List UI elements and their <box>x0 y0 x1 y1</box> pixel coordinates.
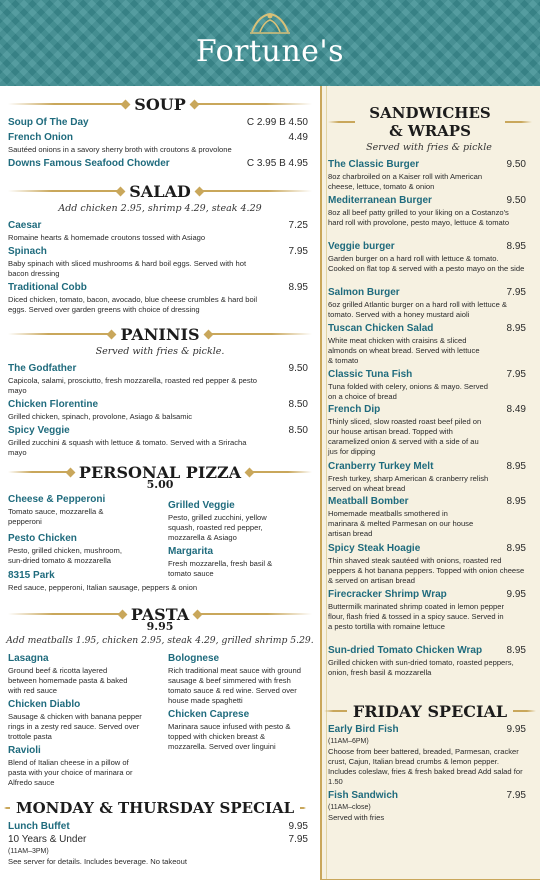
item-description: Thinly sliced, slow roasted roast beef piled on our house artisan bread. Topped with caramelized onion & served with a side of au jus for dipping <box>328 417 482 456</box>
item-name: Soup Of The Day <box>8 117 89 128</box>
crown-ornament-icon <box>248 10 292 36</box>
menu-item <box>8 246 308 279</box>
pasta-subtitle: Add meatballs 1.95, chicken 2.95, steak 4.29, grilled shrimp 5.29. <box>6 635 314 646</box>
salad-title: SALAD <box>129 181 191 201</box>
item-price: 9.95 <box>506 724 526 735</box>
item-name: Fish Sandwich <box>328 790 399 801</box>
soup-title: SOUP <box>134 94 186 114</box>
item-price: 8.50 <box>288 425 308 436</box>
item-name: Firecracker Shrimp Wrap <box>328 589 447 600</box>
item-name: Pesto Chicken <box>8 533 77 544</box>
menu-item <box>8 745 158 788</box>
item-description: Romaine hearts & homemade croutons tossed with Asiago <box>8 233 206 242</box>
soup-header <box>8 96 312 112</box>
item-name: Lunch Buffet <box>8 821 70 832</box>
item-description: Baby spinach with sliced mushrooms & hard boil eggs. Served with hot bacon dressing <box>8 259 247 278</box>
item-price: 9.50 <box>506 195 526 206</box>
menu-item <box>328 724 526 787</box>
item-hours: (11AM–6PM) <box>328 738 369 745</box>
item-description: Tomato sauce, mozzarella & pepperoni <box>8 507 104 526</box>
menu-item <box>8 132 308 155</box>
item-description: Buttermilk marinated shrimp coated in lemon pepper flour, flash fried & tossed in a spicy sauce. Served in a pesto tortilla with romaine lettuce <box>328 602 505 631</box>
item-description: Tuna folded with celery, onions & mayo. Served on a choice of bread <box>328 382 488 401</box>
sandwiches-title: SANDWICHES & WRAPS <box>369 104 491 140</box>
menu-item <box>8 821 308 833</box>
item-name: Cranberry Turkey Melt <box>328 461 434 472</box>
item-price: C 3.95 B 4.95 <box>246 158 308 169</box>
menu-item <box>328 369 526 402</box>
item-description: Pesto, grilled zucchini, yellow squash, roasted red pepper, mozzarella & Asiago <box>168 513 267 542</box>
menu-item <box>168 709 313 752</box>
item-name: Sun-dried Tomato Chicken Wrap <box>328 645 483 656</box>
item-description: Fresh turkey, sharp American & cranberry relish served on wheat bread <box>328 474 489 493</box>
menu-item <box>328 287 526 320</box>
pasta-price: 9.95 <box>146 620 174 633</box>
item-description: Grilled chicken with sun-dried tomato, roasted peppers, onion, fresh basil & mozzarella <box>328 658 514 677</box>
item-price: 7.95 <box>506 287 526 298</box>
item-description: 6oz grilled Atlantic burger on a hard roll with lettuce & tomato. Served with a honey mustard aioli <box>328 300 507 319</box>
menu-item <box>328 159 526 192</box>
monday-title: MONDAY & THURSDAY SPECIAL <box>16 799 295 817</box>
item-name: The Godfather <box>8 363 77 374</box>
item-name: French Dip <box>328 404 381 415</box>
item-description: See server for details. Includes beverage. No takeout <box>8 857 187 866</box>
item-name: Chicken Diablo <box>8 699 81 710</box>
item-hours: (11AM–3PM) <box>8 848 49 855</box>
friday-title: FRIDAY SPECIAL <box>352 701 508 721</box>
item-name: Veggie burger <box>328 241 395 252</box>
item-name: Meatball Bomber <box>328 496 409 507</box>
menu-item <box>328 589 526 632</box>
menu-item <box>8 158 308 170</box>
item-name: Grilled Veggie <box>168 500 235 511</box>
item-name: 10 Years & Under <box>8 834 87 845</box>
sandwiches-subtitle: Served with fries & pickle <box>366 142 492 153</box>
item-description: Grilled zucchini & squash with lettuce & tomato. Served with a Sriracha mayo <box>8 438 247 457</box>
item-description: Ground beef & ricotta layered between homemade pasta & baked with red sauce <box>8 666 128 695</box>
paninis-subtitle: Served with fries & pickle. <box>95 346 225 357</box>
item-name: Spicy Veggie <box>8 425 70 436</box>
item-name: Spicy Steak Hoagie <box>328 543 421 554</box>
item-name: Cheese & Pepperoni <box>8 494 106 505</box>
menu-item <box>328 404 526 457</box>
menu-item <box>8 363 308 396</box>
salad-subtitle: Add chicken 2.95, shrimp 4.29, steak 4.29 <box>58 203 262 214</box>
paninis-header <box>8 326 312 342</box>
item-name: Lasagna <box>8 653 49 664</box>
item-name: Tuscan Chicken Salad <box>328 323 434 334</box>
menu-item <box>328 645 526 678</box>
menu-item <box>328 195 526 228</box>
menu-item <box>8 282 308 315</box>
pasta-title: PASTA <box>130 604 190 624</box>
item-price: 8.49 <box>506 404 526 415</box>
menu-item <box>8 533 158 566</box>
menu-item <box>8 494 158 527</box>
item-name: Traditional Cobb <box>8 282 87 293</box>
item-description: Capicola, salami, prosciutto, fresh mozzarella, roasted red pepper & pesto mayo <box>8 376 258 395</box>
item-description: Rich traditional meat sauce with ground sausage & beef simmered with fresh tomato sauce & red wine. Served over house made spaghetti <box>168 666 301 705</box>
item-description: Homemade meatballs smothered in marinara & melted Parmesan on our house artisan bread <box>328 509 474 538</box>
item-description: Grilled chicken, spinach, provolone, Asiago & balsamic <box>8 412 193 421</box>
item-price: 8.95 <box>506 323 526 334</box>
item-description: 8oz all beef patty grilled to your liking on a Costanzo's hard roll with provolone, pesto mayo, lettuce & tomato <box>328 208 510 227</box>
item-price: 8.95 <box>506 543 526 554</box>
item-price: 7.95 <box>506 790 526 801</box>
menu-item <box>8 834 308 867</box>
item-description: Served with fries <box>328 813 385 822</box>
monday-header <box>4 800 316 816</box>
friday-header <box>324 703 536 719</box>
item-price: 7.95 <box>288 246 308 257</box>
menu-item <box>8 220 308 243</box>
header-banner <box>0 0 540 86</box>
item-price: 7.95 <box>288 834 308 845</box>
item-name: Salmon Burger <box>328 287 400 298</box>
menu-item <box>328 323 526 366</box>
item-name: Ravioli <box>8 745 41 756</box>
paninis-title: PANINIS <box>120 324 200 344</box>
item-description: Sausage & chicken with banana pepper rings in a zesty red sauce. Served over trottole pasta <box>8 712 142 741</box>
item-price: 4.49 <box>288 132 308 143</box>
item-name: Bolognese <box>168 653 220 664</box>
salad-header <box>8 183 312 199</box>
item-price: 8.50 <box>288 399 308 410</box>
item-price: 8.95 <box>506 645 526 656</box>
item-name: Caesar <box>8 220 42 231</box>
item-name: Classic Tuna Fish <box>328 369 413 380</box>
sandwiches-header <box>328 104 532 140</box>
item-description: Pesto, grilled chicken, mushroom, sun-dried tomato & mozzarella <box>8 546 122 565</box>
item-price: C 2.99 B 4.50 <box>246 117 308 128</box>
item-description: Fresh mozzarella, fresh basil & tomato sauce <box>168 559 273 578</box>
item-name: Chicken Caprese <box>168 709 250 720</box>
item-price: 9.50 <box>288 363 308 374</box>
menu-item <box>8 699 158 742</box>
menu-item <box>328 461 526 494</box>
menu-item <box>328 496 526 539</box>
menu-item <box>328 543 526 586</box>
item-hours: (11AM–close) <box>328 804 371 811</box>
item-description: Choose from beer battered, breaded, Parmesan, cracker crust, Cajun, Italian bread crumbs & lemon pepper. Includes coleslaw, fries & fresh baked bread Add salad for 1.50 <box>328 747 523 786</box>
menu-item <box>8 425 308 458</box>
item-price: 9.95 <box>506 589 526 600</box>
item-price: 8.95 <box>506 496 526 507</box>
pizza-price: 5.00 <box>146 478 174 491</box>
menu-item <box>328 241 526 274</box>
menu-item <box>8 117 308 129</box>
item-name: Mediterranean Burger <box>328 195 432 206</box>
item-price: 8.95 <box>506 461 526 472</box>
item-description: Garden burger on a hard roll with lettuce & tomato. Cooked on flat top & served with a pesto mayo on the side <box>328 254 525 273</box>
item-price: 8.95 <box>506 241 526 252</box>
item-name: 8315 Park <box>8 570 55 581</box>
item-price: 9.95 <box>288 821 308 832</box>
item-price: 7.95 <box>506 369 526 380</box>
item-name: Margarita <box>168 546 214 557</box>
menu-item <box>8 653 158 696</box>
pizza-title: PERSONAL PIZZA <box>78 462 242 482</box>
item-name: Downs Famous Seafood Chowder <box>8 158 170 169</box>
item-description: Diced chicken, tomato, bacon, avocado, blue cheese crumbles & hard boil eggs. Served over garden greens with choice of dressing <box>8 295 258 314</box>
item-description: Sautéed onions in a savory sherry broth with croutons & provolone <box>8 145 232 154</box>
restaurant-title: Fortune's <box>195 34 345 69</box>
item-name: Early Bird Fish <box>328 724 399 735</box>
item-description: White meat chicken with craisins & sliced almonds on wheat bread. Served with lettuce & tomato <box>328 336 480 365</box>
menu-item <box>8 570 308 593</box>
menu-item <box>8 399 308 422</box>
menu-item <box>328 790 526 823</box>
item-price: 7.25 <box>288 220 308 231</box>
item-price: 8.95 <box>288 282 308 293</box>
item-description: 8oz charbroiled on a Kaiser roll with American cheese, lettuce, tomato & onion <box>328 172 483 191</box>
item-description: Marinara sauce infused with pesto & topped with chicken breast & mozzarella. Served over linguini <box>168 722 291 751</box>
item-name: Chicken Florentine <box>8 399 99 410</box>
item-description: Thin shaved steak sautéed with onions, roasted red peppers & hot banana peppers. Topped with onion cheese & served on artisan bread <box>328 556 525 585</box>
item-description: Blend of Italian cheese in a pillow of pasta with your choice of marinara or Alfredo sauce <box>8 758 133 787</box>
menu-item <box>168 653 313 706</box>
item-name: The Classic Burger <box>328 159 420 170</box>
item-name: Spinach <box>8 246 47 257</box>
item-description: Red sauce, pepperoni, Italian sausage, peppers & onion <box>8 583 198 592</box>
item-name: French Onion <box>8 132 73 143</box>
menu-item <box>168 500 308 543</box>
item-price: 9.50 <box>506 159 526 170</box>
